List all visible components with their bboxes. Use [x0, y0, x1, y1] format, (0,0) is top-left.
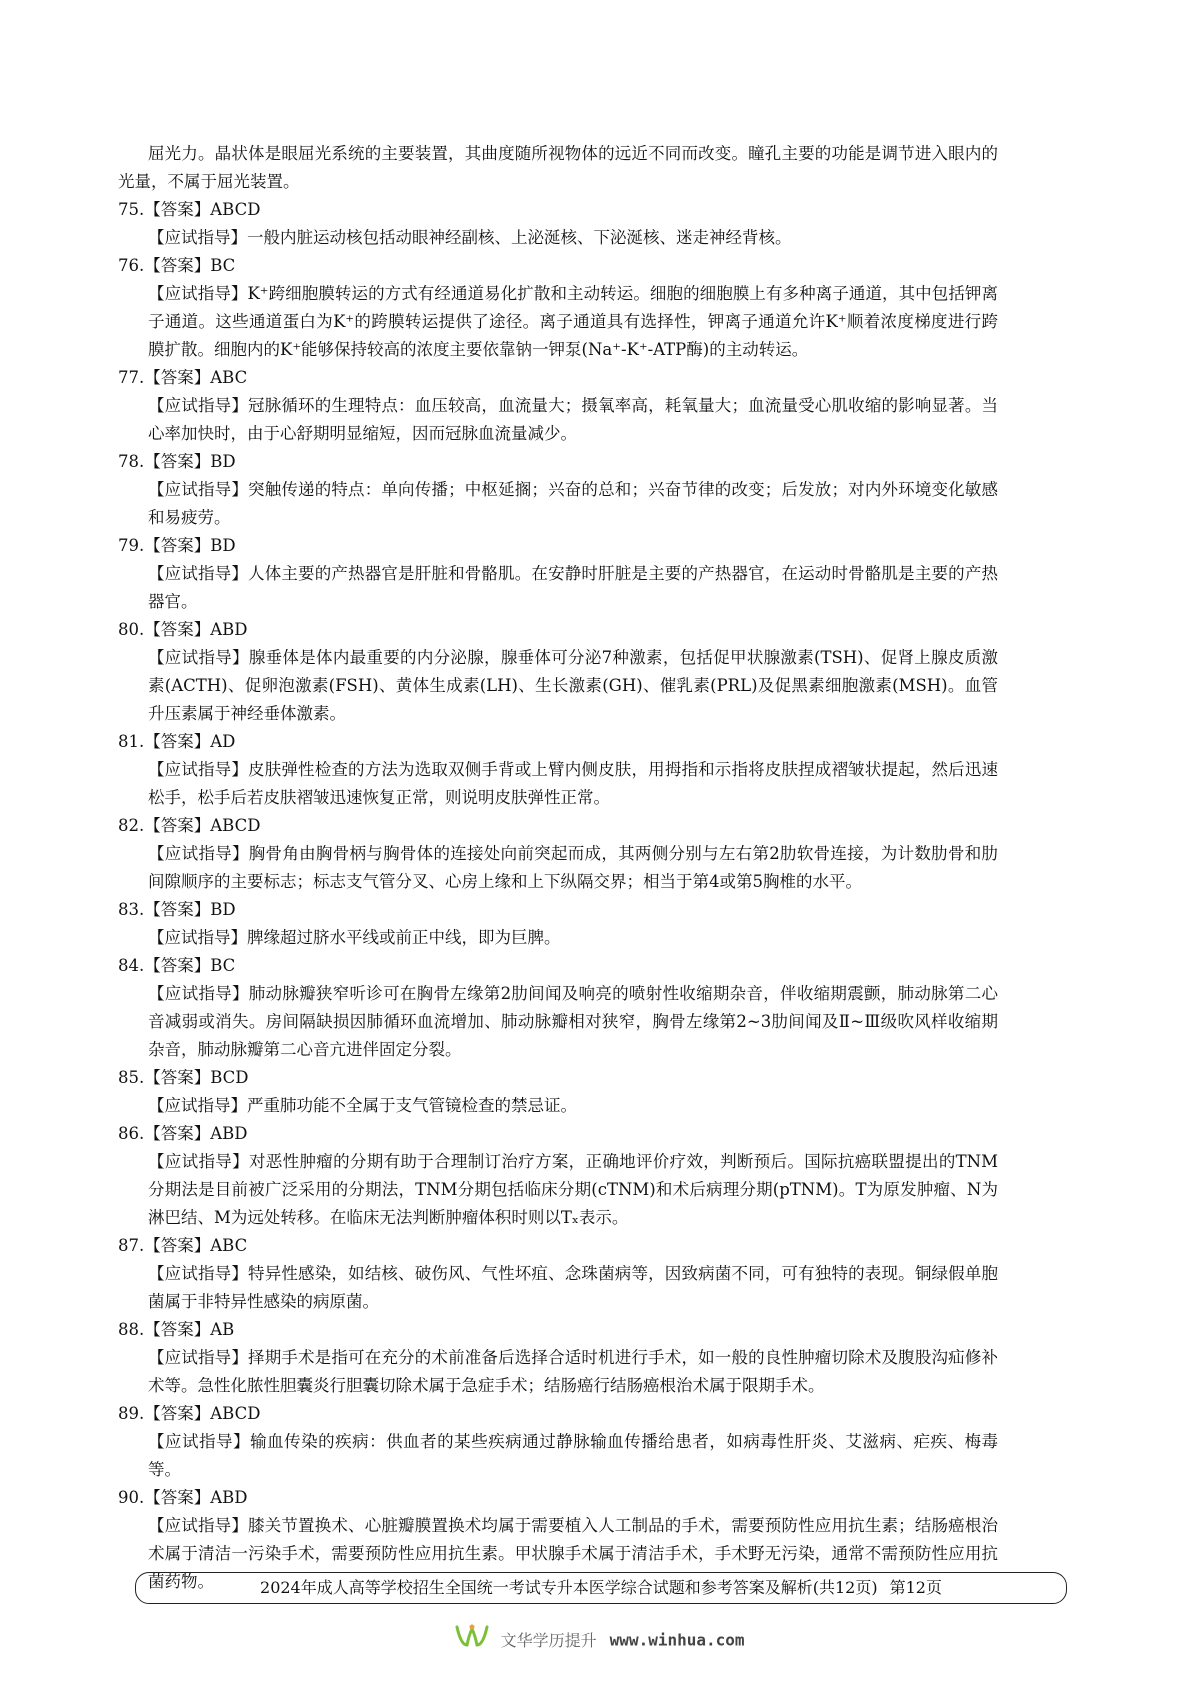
guide-text: 脾缘超过脐水平线或前正中线，即为巨脾。 [247, 928, 561, 947]
answer-line [118, 532, 998, 560]
answer-line [118, 1232, 998, 1260]
guide-paragraph [148, 476, 998, 532]
guide-paragraph [148, 1092, 998, 1120]
intro-paragraph: 屈光力。晶状体是眼屈光系统的主要装置，其曲度随所视物体的远近不同而改变。瞳孔主要的功能是调节进入眼内的光量，不属于屈光装置。 [118, 144, 998, 191]
guide-text: 皮肤弹性检查的方法为选取双侧手背或上臂内侧皮肤，用拇指和示指将皮肤捏成褶皱状提起，然后迅速松手，松手后若皮肤褶皱迅速恢复正常，则说明皮肤弹性正常。 [148, 760, 999, 807]
answer-line [118, 1316, 998, 1344]
answer-label: 【答案】 [144, 956, 211, 975]
guide-paragraph [148, 280, 998, 364]
guide-text: 严重肺功能不全属于支气管镜检查的禁忌证。 [247, 1096, 577, 1115]
question-number: 80. [118, 620, 145, 639]
answer-label: 【答案】 [144, 1404, 211, 1423]
guide-paragraph [148, 840, 998, 896]
guide-label: 【应试指导】 [148, 1264, 249, 1283]
answer-label: 【答案】 [144, 620, 211, 639]
guide-paragraph [148, 1344, 998, 1400]
guide-label: 【应试指导】 [148, 228, 247, 247]
answer-line [118, 1484, 998, 1512]
guide-text: 对恶性肿瘤的分期有助于合理制订治疗方案，正确地评价疗效，判断预后。国际抗癌联盟提出的TNM分期法是目前被广泛采用的分期法，TNM分期包括临床分期(cTNM)和术后病理分期(pTNM)。T为原发肿瘤、N为淋巴结、M为远处转移。在临床无法判断肿瘤体积时则以Tₓ表示。 [148, 1152, 999, 1227]
answer-content [118, 140, 998, 1596]
answer-value: BCD [210, 1068, 249, 1087]
guide-paragraph [148, 1148, 998, 1232]
guide-text: 择期手术是指可在充分的术前准备后选择合适时机进行手术，如一般的良性肿瘤切除术及腹股沟疝修补术等。急性化脓性胆囊炎行胆囊切除术属于急症手术；结肠癌行结肠癌根治术属于限期手术。 [148, 1348, 999, 1395]
watermark-name: 文华学历提升 [500, 1630, 597, 1650]
answer-value: ABD [210, 1488, 248, 1507]
guide-text: 膝关节置换术、心脏瓣膜置换术均属于需要植入人工制品的手术，需要预防性应用抗生素；结肠癌根治术属于清洁一污染手术，需要预防性应用抗生素。甲状腺手术属于清洁手术，手术野无污染，通常不需预防性应用抗菌药物。 [148, 1516, 999, 1591]
answer-label: 【答案】 [144, 1124, 211, 1143]
guide-paragraph [148, 560, 998, 616]
answer-value: ABCD [210, 200, 261, 219]
question-number: 86. [118, 1124, 145, 1143]
answer-value: BD [210, 452, 236, 471]
answer-value: BC [210, 256, 236, 275]
question-number: 84. [118, 956, 145, 975]
guide-label: 【应试指导】 [148, 1152, 249, 1171]
question-number: 77. [118, 368, 145, 387]
guide-label: 【应试指导】 [148, 564, 249, 583]
question-number: 76. [118, 256, 145, 275]
guide-paragraph [148, 756, 998, 812]
answer-value: AB [210, 1320, 235, 1339]
answer-list [118, 196, 998, 1596]
guide-label: 【应试指导】 [148, 928, 247, 947]
answer-value: ABC [210, 368, 248, 387]
answer-line [118, 952, 998, 980]
question-number: 85. [118, 1068, 145, 1087]
answer-label: 【答案】 [144, 732, 211, 751]
answer-label: 【答案】 [144, 536, 211, 555]
guide-paragraph [148, 644, 998, 728]
answer-value: ABCD [210, 1404, 261, 1423]
watermark-url: www.winhua.com [609, 1630, 745, 1650]
guide-label: 【应试指导】 [148, 480, 249, 499]
guide-paragraph [148, 392, 998, 448]
guide-paragraph [148, 1428, 998, 1484]
guide-label: 【应试指导】 [148, 1348, 249, 1367]
winhua-logo-icon [455, 1623, 489, 1659]
guide-label: 【应试指导】 [148, 648, 249, 667]
guide-paragraph [148, 1260, 998, 1316]
guide-text: K⁺跨细胞膜转运的方式有经通道易化扩散和主动转运。细胞的细胞膜上有多种离子通道，其中包括钾离子通道。这些通道蛋白为K⁺的跨膜转运提供了途径。离子通道具有选择性，钾离子通道允许K⁺顺着浓度梯度进行跨膜扩散。细胞内的K⁺能够保持较高的浓度主要依靠钠一钾泵(Na⁺-K⁺-ATP酶)的主动转运。 [148, 284, 998, 359]
guide-label: 【应试指导】 [148, 1432, 251, 1451]
footer-title: 2024年成人高等学校招生全国统一考试专升本医学综合试题和参考答案及解析(共12页) [260, 1578, 878, 1597]
footer-page-number: 第12页 [889, 1578, 942, 1597]
answer-line [118, 896, 998, 924]
answer-label: 【答案】 [144, 452, 211, 471]
guide-text: 输血传染的疾病：供血者的某些疾病通过静脉输血传播给患者，如病毒性肝炎、艾滋病、疟疾、梅毒等。 [148, 1432, 999, 1479]
guide-text: 冠脉循环的生理特点：血压较高，血流量大；摄氧率高，耗氧量大；血流量受心肌收缩的影响显著。当心率加快时，由于心舒期明显缩短，因而冠脉血流量减少。 [148, 396, 999, 443]
question-number: 75. [118, 200, 145, 219]
answer-line [118, 1064, 998, 1092]
answer-line [118, 1400, 998, 1428]
question-number: 83. [118, 900, 145, 919]
guide-label: 【应试指导】 [148, 396, 249, 415]
guide-label: 【应试指导】 [148, 284, 248, 303]
question-number: 88. [118, 1320, 145, 1339]
answer-line [118, 728, 998, 756]
guide-paragraph [148, 224, 998, 252]
guide-text: 腺垂体是体内最重要的内分泌腺，腺垂体可分泌7种激素，包括促甲状腺激素(TSH)、促肾上腺皮质激素(ACTH)、促卵泡激素(FSH)、黄体生成素(LH)、生长激素(GH)、催乳素(PRL)及促黑素细胞激素(MSH)。血管升压素属于神经垂体激素。 [148, 648, 999, 723]
watermark [0, 1623, 1200, 1659]
guide-label: 【应试指导】 [148, 1516, 249, 1535]
question-number: 87. [118, 1236, 145, 1255]
question-number: 82. [118, 816, 145, 835]
question-number: 79. [118, 536, 145, 555]
answer-line [118, 1120, 998, 1148]
answer-line [118, 448, 998, 476]
answer-label: 【答案】 [144, 816, 211, 835]
answer-label: 【答案】 [144, 1236, 211, 1255]
answer-label: 【答案】 [144, 200, 211, 219]
guide-text: 人体主要的产热器官是肝脏和骨骼肌。在安静时肝脏是主要的产热器官，在运动时骨骼肌是主要的产热器官。 [148, 564, 999, 611]
answer-label: 【答案】 [144, 1068, 211, 1087]
guide-label: 【应试指导】 [148, 984, 249, 1003]
guide-paragraph [148, 924, 998, 952]
answer-value: ABCD [210, 816, 261, 835]
question-number: 81. [118, 732, 145, 751]
answer-value: BC [210, 956, 236, 975]
answer-line [118, 364, 998, 392]
answer-label: 【答案】 [144, 368, 211, 387]
answer-line [118, 196, 998, 224]
answer-value: ABC [210, 1236, 248, 1255]
answer-value: BD [210, 536, 236, 555]
page-footer [135, 1572, 1067, 1604]
guide-label: 【应试指导】 [148, 844, 249, 863]
guide-text: 肺动脉瓣狭窄听诊可在胸骨左缘第2肋间闻及响亮的喷射性收缩期杂音，伴收缩期震颤，肺动脉第二心音减弱或消失。房间隔缺损因肺循环血流增加、肺动脉瓣相对狭窄，胸骨左缘第2~3肋间闻及Ⅱ~Ⅲ级吹风样收缩期杂音，肺动脉瓣第二心音亢进伴固定分裂。 [148, 984, 999, 1059]
question-number: 90. [118, 1488, 145, 1507]
answer-line [118, 812, 998, 840]
guide-paragraph [148, 980, 998, 1064]
guide-text: 特异性感染，如结核、破伤风、气性坏疽、念珠菌病等，因致病菌不同，可有独特的表现。铜绿假单胞菌属于非特异性感染的病原菌。 [148, 1264, 999, 1311]
answer-value: BD [210, 900, 236, 919]
answer-label: 【答案】 [144, 256, 211, 275]
guide-label: 【应试指导】 [148, 1096, 247, 1115]
answer-value: ABD [210, 620, 248, 639]
answer-line [118, 252, 998, 280]
answer-line [118, 616, 998, 644]
answer-value: AD [210, 732, 236, 751]
answer-label: 【答案】 [144, 900, 211, 919]
answer-value: ABD [210, 1124, 248, 1143]
question-number: 78. [118, 452, 145, 471]
question-number: 89. [118, 1404, 145, 1423]
answer-label: 【答案】 [144, 1488, 211, 1507]
guide-text: 一般内脏运动核包括动眼神经副核、上泌涎核、下泌涎核、迷走神经背核。 [247, 228, 792, 247]
answer-label: 【答案】 [144, 1320, 211, 1339]
guide-text: 胸骨角由胸骨柄与胸骨体的连接处向前突起而成，其两侧分别与左右第2肋软骨连接，为计数肋骨和肋间隙顺序的主要标志；标志支气管分叉、心房上缘和上下纵隔交界；相当于第4或第5胸椎的水平。 [148, 844, 999, 891]
guide-text: 突触传递的特点：单向传播；中枢延搁；兴奋的总和；兴奋节律的改变；后发放；对内外环境变化敏感和易疲劳。 [148, 480, 999, 527]
guide-label: 【应试指导】 [148, 760, 249, 779]
